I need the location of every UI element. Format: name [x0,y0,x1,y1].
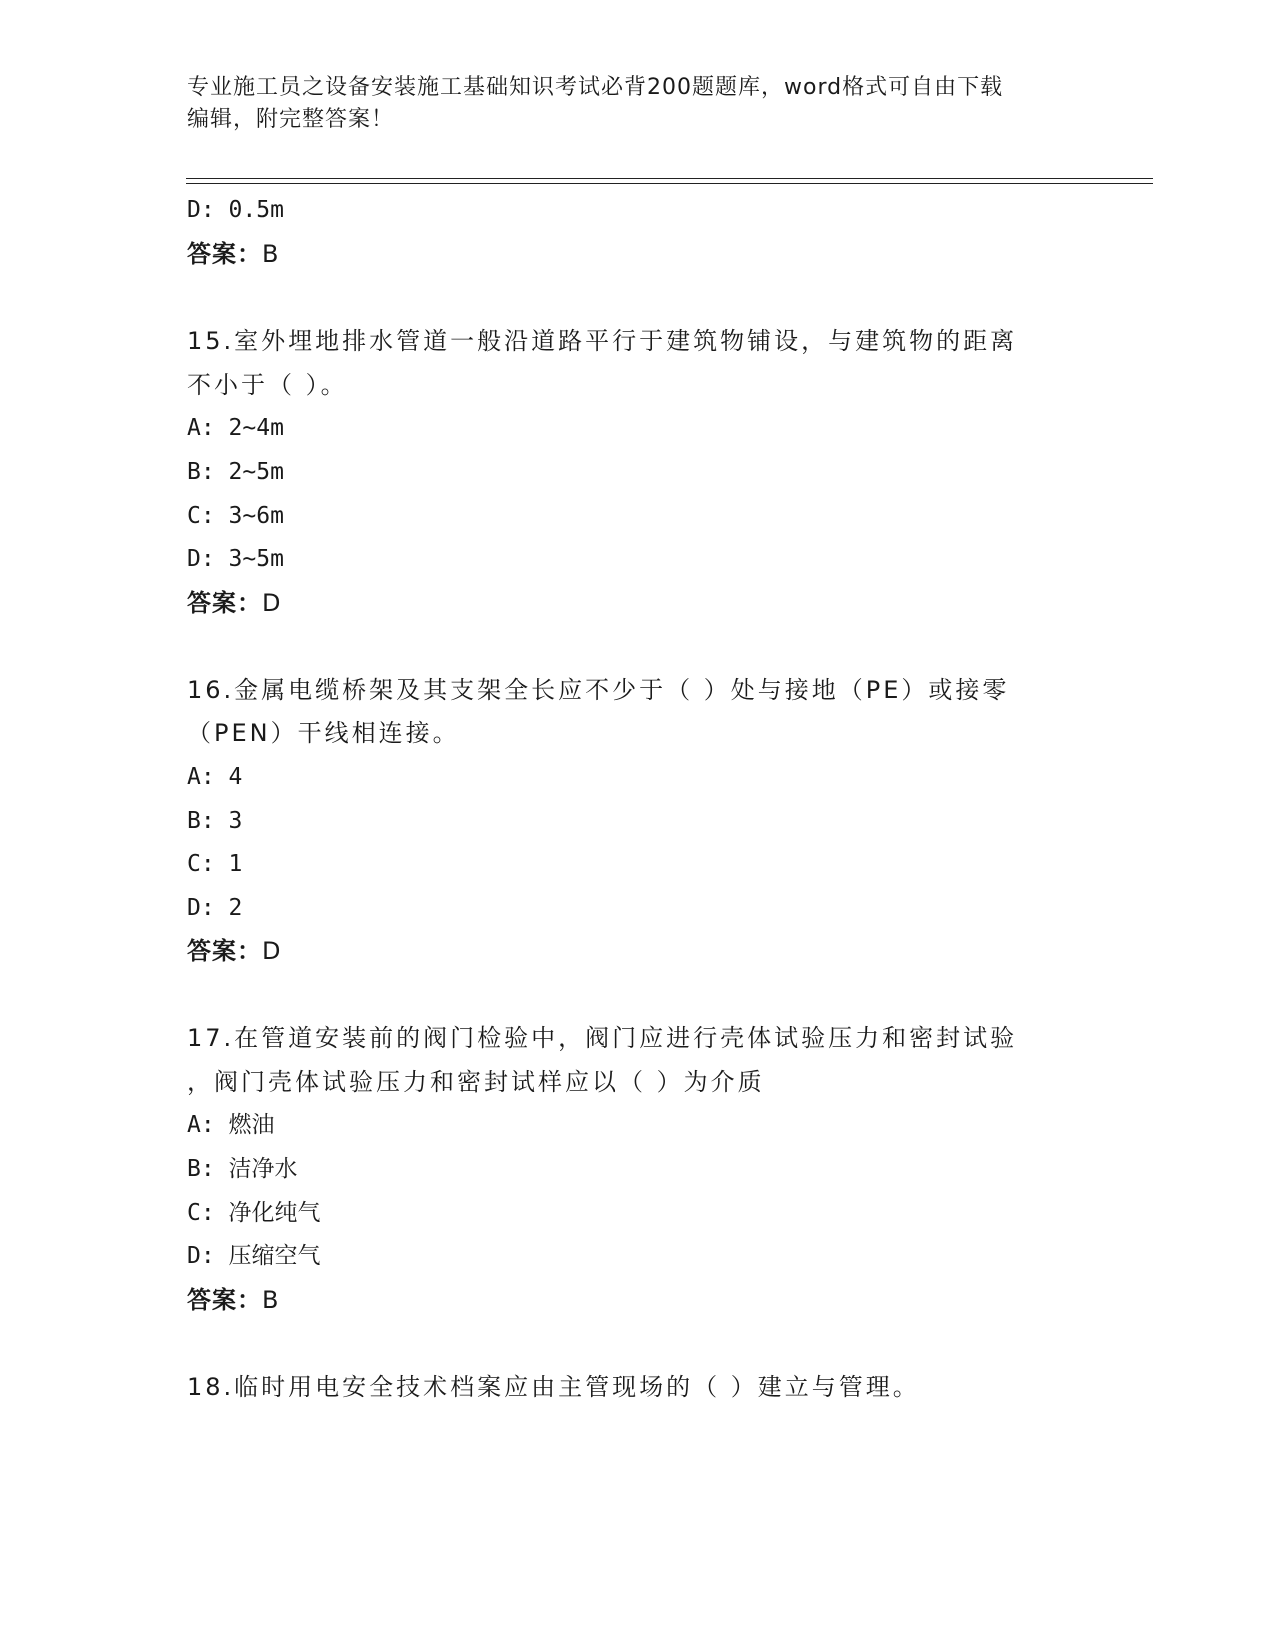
answer-label: 答案： [187,1286,262,1314]
header-line-2: 编辑，附完整答案！ [187,107,395,132]
answer-label: 答案： [187,240,262,268]
question-15-option-a: A: 2~4m [187,415,284,441]
question-15-answer [187,587,281,619]
header-divider-bottom [186,183,1153,184]
answer-label: 答案： [187,937,262,965]
question-15-text-line-1: 15.室外埋地排水管道一般沿道路平行于建筑物铺设，与建筑物的距离 [187,327,1018,355]
answer-value: D [262,937,282,965]
question-17-answer [187,1284,279,1316]
question-15-option-d: D: 3~5m [187,546,284,572]
answer-label: 答案： [187,589,262,617]
question-17-text-line-2: ，阀门壳体试验压力和密封试样应以（ ）为介质 [187,1068,765,1096]
option-d: D: 0.5m [187,197,284,223]
question-17-option-b: B: 洁净水 [187,1156,298,1182]
question-16-answer [187,935,281,967]
question-15-option-c: C: 3~6m [187,503,284,529]
question-15-text-line-2: 不小于（ ）。 [187,371,348,399]
question-17-text-line-1: 17.在管道安装前的阀门检验中，阀门应进行壳体试验压力和密封试验 [187,1024,1018,1052]
answer-value: B [262,240,280,268]
header-line-1: 专业施工员之设备安装施工基础知识考试必背200题题库，word格式可自由下载 [187,75,1004,100]
question-16-option-a: A: 4 [187,764,243,790]
question-16-option-c: C: 1 [187,851,243,877]
question-17-option-c: C: 净化纯气 [187,1200,321,1226]
question-17-option-d: D: 压缩空气 [187,1243,321,1269]
question-16-text-line-1: 16.金属电缆桥架及其支架全长应不少于（ ）处与接地（PE）或接零 [187,676,1010,704]
document-header [187,72,1067,136]
answer-line [187,238,279,270]
question-18-text-line-1: 18.临时用电安全技术档案应由主管现场的（ ）建立与管理。 [187,1373,920,1401]
answer-value: B [262,1286,280,1314]
header-divider-top [186,178,1153,179]
question-16-option-b: B: 3 [187,808,243,834]
question-16-text-line-2: （PEN）干线相连接。 [187,719,460,747]
answer-value: D [262,589,282,617]
question-15-option-b: B: 2~5m [187,459,284,485]
question-16-option-d: D: 2 [187,895,243,921]
question-17-option-a: A: 燃油 [187,1112,275,1138]
